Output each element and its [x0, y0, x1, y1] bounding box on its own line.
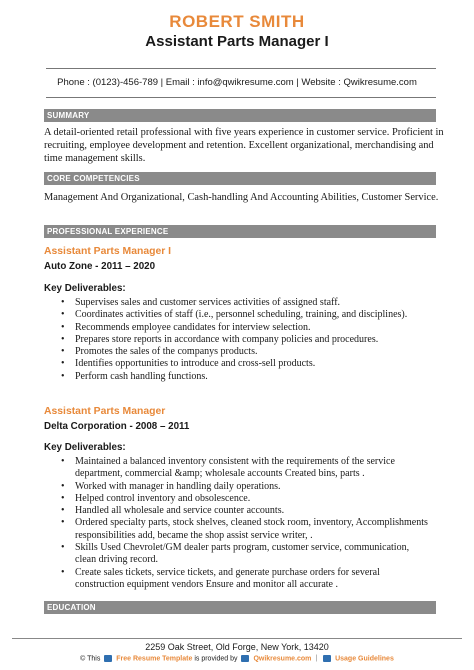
- section-competencies-heading: CORE COMPETENCIES: [44, 172, 436, 185]
- job-title: Assistant Parts Manager: [44, 406, 166, 417]
- contact-line: Phone : (0123)-456-789 | Email : info@qwikresume.com | Website : Qwikresume.com: [57, 77, 417, 88]
- header-divider: [46, 68, 436, 69]
- section-summary-heading: SUMMARY: [44, 109, 436, 122]
- list-item: • Coordinates activities of staff (i.e., personnel scheduling, training, and disciplines).: [61, 309, 431, 321]
- list-item: • Supervises sales and customer services activities of assigned staff.: [61, 297, 431, 309]
- copyright-text: © This: [80, 655, 101, 663]
- list-item: • Maintained a balanced inventory consistent with the requirements of the service department, commercial &amp; wholesale accounts Created bins, parts .: [61, 456, 431, 481]
- list-item: • Skills Used Chevrolet/GM dealer parts program, customer service, communication, clean driving record.: [61, 542, 431, 567]
- job-2-bullet-list: [61, 456, 431, 591]
- free-template-link[interactable]: Free Resume Template: [116, 655, 193, 663]
- job-title: Assistant Parts Manager I: [44, 246, 172, 257]
- usage-guidelines-link[interactable]: Usage Guidelines: [335, 655, 394, 663]
- candidate-name: ROBERT SMITH: [169, 12, 305, 31]
- list-item: • Prepares store reports in accordance with company policies and procedures.: [61, 334, 431, 346]
- qwikresume-logo-icon: [241, 655, 249, 662]
- list-item: • Promotes the sales of the companys products.: [61, 346, 431, 358]
- job-company: Auto Zone - 2011 – 2020: [44, 261, 156, 272]
- footer-credits: [0, 655, 474, 662]
- list-item: • Worked with manager in handling daily operations.: [61, 481, 431, 493]
- key-deliverables-label: Key Deliverables:: [44, 283, 126, 294]
- list-item: • Helped control inventory and obsolescence.: [61, 493, 431, 505]
- key-deliverables-label: Key Deliverables:: [44, 442, 126, 453]
- provided-by-text: is provided by: [194, 655, 238, 663]
- job-company: Delta Corporation - 2008 – 2011: [44, 421, 190, 432]
- document-icon: [104, 655, 112, 662]
- list-item: • Recommends employee candidates for interview selection.: [61, 322, 431, 334]
- competencies-text: Management And Organizational, Cash-handling And Accounting Abilities, Customer Service.: [44, 192, 439, 203]
- section-education-heading: EDUCATION: [44, 601, 436, 614]
- section-experience-heading: PROFESSIONAL EXPERIENCE: [44, 225, 436, 238]
- list-item: • Create sales tickets, service tickets, and generate purchase orders for several construction equipment vendors Ensure and monitor all accurate .: [61, 567, 431, 592]
- list-item: • Identifies opportunities to introduce and cross-sell products.: [61, 358, 431, 370]
- guidelines-icon: [323, 655, 331, 662]
- site-link[interactable]: Qwikresume.com: [253, 655, 312, 663]
- list-item: • Perform cash handling functions.: [61, 371, 431, 383]
- separator: |: [315, 655, 318, 663]
- footer-address: 2259 Oak Street, Old Forge, New York, 13420: [145, 642, 329, 652]
- list-item: • Handled all wholesale and service counter accounts.: [61, 505, 431, 517]
- list-item: • Ordered specialty parts, stock shelves, cleaned stock room, inventory, Accomplishments responsibilities add, became the shop assist service writer, .: [61, 517, 431, 542]
- footer-divider: [12, 638, 462, 639]
- candidate-title: Assistant Parts Manager I: [145, 33, 329, 50]
- summary-text: A detail-oriented retail professional with five years experience in customer service. Proficient in recruiting, employee development and retention. Excellent organizational, merchandising and time management skills.: [44, 127, 444, 164]
- header-divider-bottom: [46, 97, 436, 98]
- job-1-bullet-list: [61, 297, 431, 383]
